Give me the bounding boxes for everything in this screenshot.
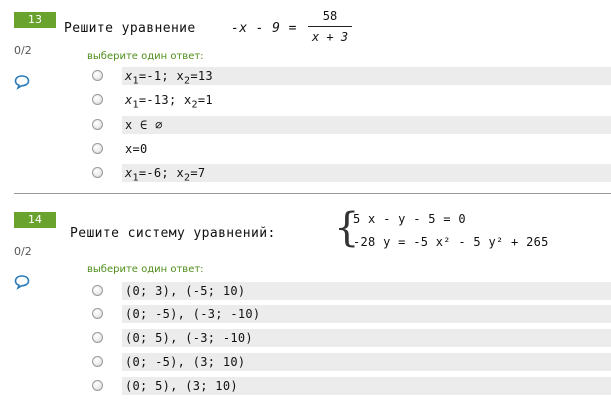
answer-option[interactable] [90, 304, 611, 324]
option-text: =-13; x [138, 93, 192, 107]
answer-option-label: (0; -5), (-3; -10) [122, 305, 611, 323]
answer-option-label: (0; 3), (-5; 10) [122, 282, 611, 300]
radio-button[interactable] [92, 119, 103, 130]
question-number-badge: 13 [14, 12, 56, 28]
radio-button[interactable] [92, 167, 103, 178]
question-divider [14, 193, 611, 194]
subscript: 2 [191, 99, 198, 111]
var-x: x [125, 93, 133, 107]
choose-one-label: выберите один ответ: [87, 51, 204, 62]
question-score: 0/2 [14, 44, 32, 57]
radio-button[interactable] [92, 143, 103, 154]
radio-button[interactable] [92, 70, 103, 81]
equation-fraction [308, 9, 352, 45]
system-brace: { [334, 205, 360, 251]
option-text: =-6; x [138, 166, 185, 180]
answer-option-label: x=0 [125, 142, 148, 156]
radio-button[interactable] [92, 332, 103, 343]
question-number-badge: 14 [14, 212, 56, 228]
var-x: x [125, 69, 133, 83]
option-text: =7 [190, 166, 206, 180]
answer-option-label [122, 67, 611, 85]
option-text: =-1; x [138, 69, 185, 83]
option-text: =1 [197, 93, 213, 107]
subscript: 1 [132, 75, 139, 87]
answer-option[interactable] [90, 66, 611, 86]
answer-option[interactable] [90, 352, 611, 372]
fraction-denominator [308, 30, 352, 45]
answer-option[interactable] [90, 328, 611, 348]
question-prompt: Решите уравнение [64, 21, 196, 36]
fraction-numerator: 58 [322, 9, 338, 23]
radio-button[interactable] [92, 285, 103, 296]
fraction-denominator-text: x + 3 [311, 30, 349, 44]
answer-option[interactable] [90, 115, 611, 135]
answer-option-label: (0; -5), (3; 10) [122, 353, 611, 371]
answer-option[interactable] [90, 163, 611, 183]
radio-button[interactable] [92, 380, 103, 391]
answer-option[interactable] [90, 376, 611, 396]
equation-left-side [231, 21, 297, 36]
var-x: x [125, 166, 133, 180]
question-score: 0/2 [14, 245, 32, 258]
answer-option[interactable] [90, 90, 611, 110]
system-equation-1: 5 x - y - 5 = 0 [353, 212, 466, 226]
answer-option[interactable] [90, 281, 611, 301]
speech-bubble-icon[interactable] [14, 74, 30, 90]
subscript: 1 [132, 99, 139, 111]
answer-option-label [122, 164, 611, 182]
answer-option[interactable] [90, 139, 611, 159]
answer-option-label: x ∈ ∅ [122, 116, 611, 134]
answer-option-label: (0; 5), (3; 10) [122, 377, 611, 395]
subscript: 2 [184, 172, 191, 184]
radio-button[interactable] [92, 94, 103, 105]
equation-left-text: -x - 9 = [231, 21, 297, 36]
radio-button[interactable] [92, 356, 103, 367]
radio-button[interactable] [92, 308, 103, 319]
system-equation-2: -28 y = -5 x² - 5 y² + 265 [353, 235, 549, 249]
option-text: =13 [190, 69, 213, 83]
subscript: 1 [132, 172, 139, 184]
question-prompt: Решите систему уравнений: [70, 226, 276, 241]
answer-option-label: (0; 5), (-3; -10) [122, 329, 611, 347]
subscript: 2 [184, 75, 191, 87]
answer-option-label [122, 91, 611, 109]
fraction-bar [308, 26, 352, 27]
choose-one-label: выберите один ответ: [87, 264, 204, 275]
speech-bubble-icon[interactable] [14, 274, 30, 290]
